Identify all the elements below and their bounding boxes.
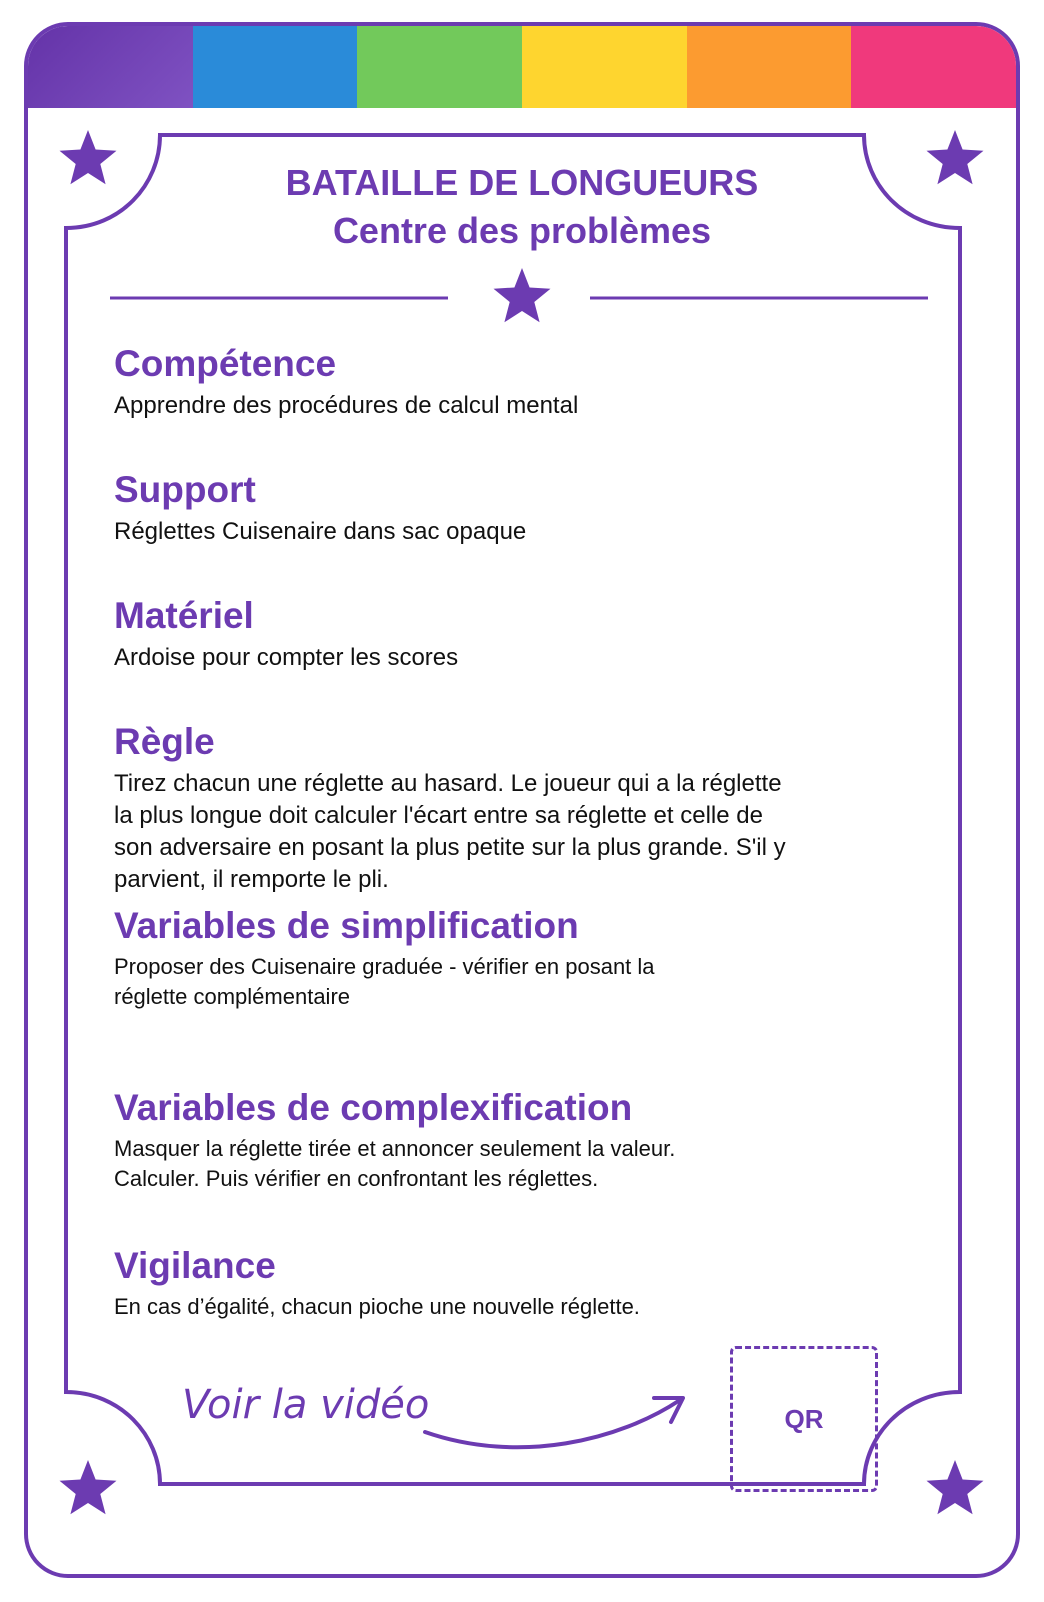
card-subtitle: Centre des problèmes (332, 210, 712, 251)
star-icon (494, 268, 551, 322)
section-heading: Matériel (114, 595, 254, 636)
section-simplification (114, 904, 714, 1012)
section-vigilance (114, 1244, 854, 1322)
section-text: Tirez chacun une réglette au hasard. Le joueur qui a la réglette la plus longue doit calculer l'écart entre sa réglette et celle de son adversaire en posant la plus petite sur la plus grande. S'il y parvient, il remporte le pli. (114, 770, 786, 893)
section-text: Masquer la réglette tirée et annoncer seulement la valeur. Calculer. Puis vérifier en confrontant les réglettes. (114, 1136, 676, 1191)
section-heading: Règle (114, 721, 215, 762)
section-text: Réglettes Cuisenaire dans sac opaque (114, 518, 527, 545)
star-icon (60, 1460, 117, 1514)
section-text: Ardoise pour compter les scores (114, 644, 459, 671)
section-text: En cas d’égalité, chacun pioche une nouvelle réglette. (114, 1294, 640, 1319)
card-title: BATAILLE DE LONGUEURS (285, 162, 759, 203)
star-icon (927, 1460, 984, 1514)
section-competence (114, 342, 854, 422)
qr-label: QR (784, 1403, 824, 1434)
section-support (114, 468, 854, 548)
arrow-icon (425, 1400, 680, 1447)
qr-code-placeholder[interactable] (730, 1346, 878, 1492)
section-heading: Compétence (114, 343, 337, 384)
section-heading: Vigilance (114, 1245, 276, 1286)
section-text: Apprendre des procédures de calcul mental (114, 392, 579, 419)
section-heading: Variables de complexification (114, 1087, 633, 1128)
section-text: Proposer des Cuisenaire graduée - vérifier en posant la réglette complémentaire (114, 954, 655, 1009)
section-complexification (114, 1086, 754, 1194)
section-heading: Variables de simplification (114, 905, 579, 946)
section-regle (114, 720, 794, 896)
video-link[interactable]: Voir la vidéo (182, 1382, 430, 1428)
section-materiel (114, 594, 854, 674)
section-heading: Support (114, 469, 256, 510)
